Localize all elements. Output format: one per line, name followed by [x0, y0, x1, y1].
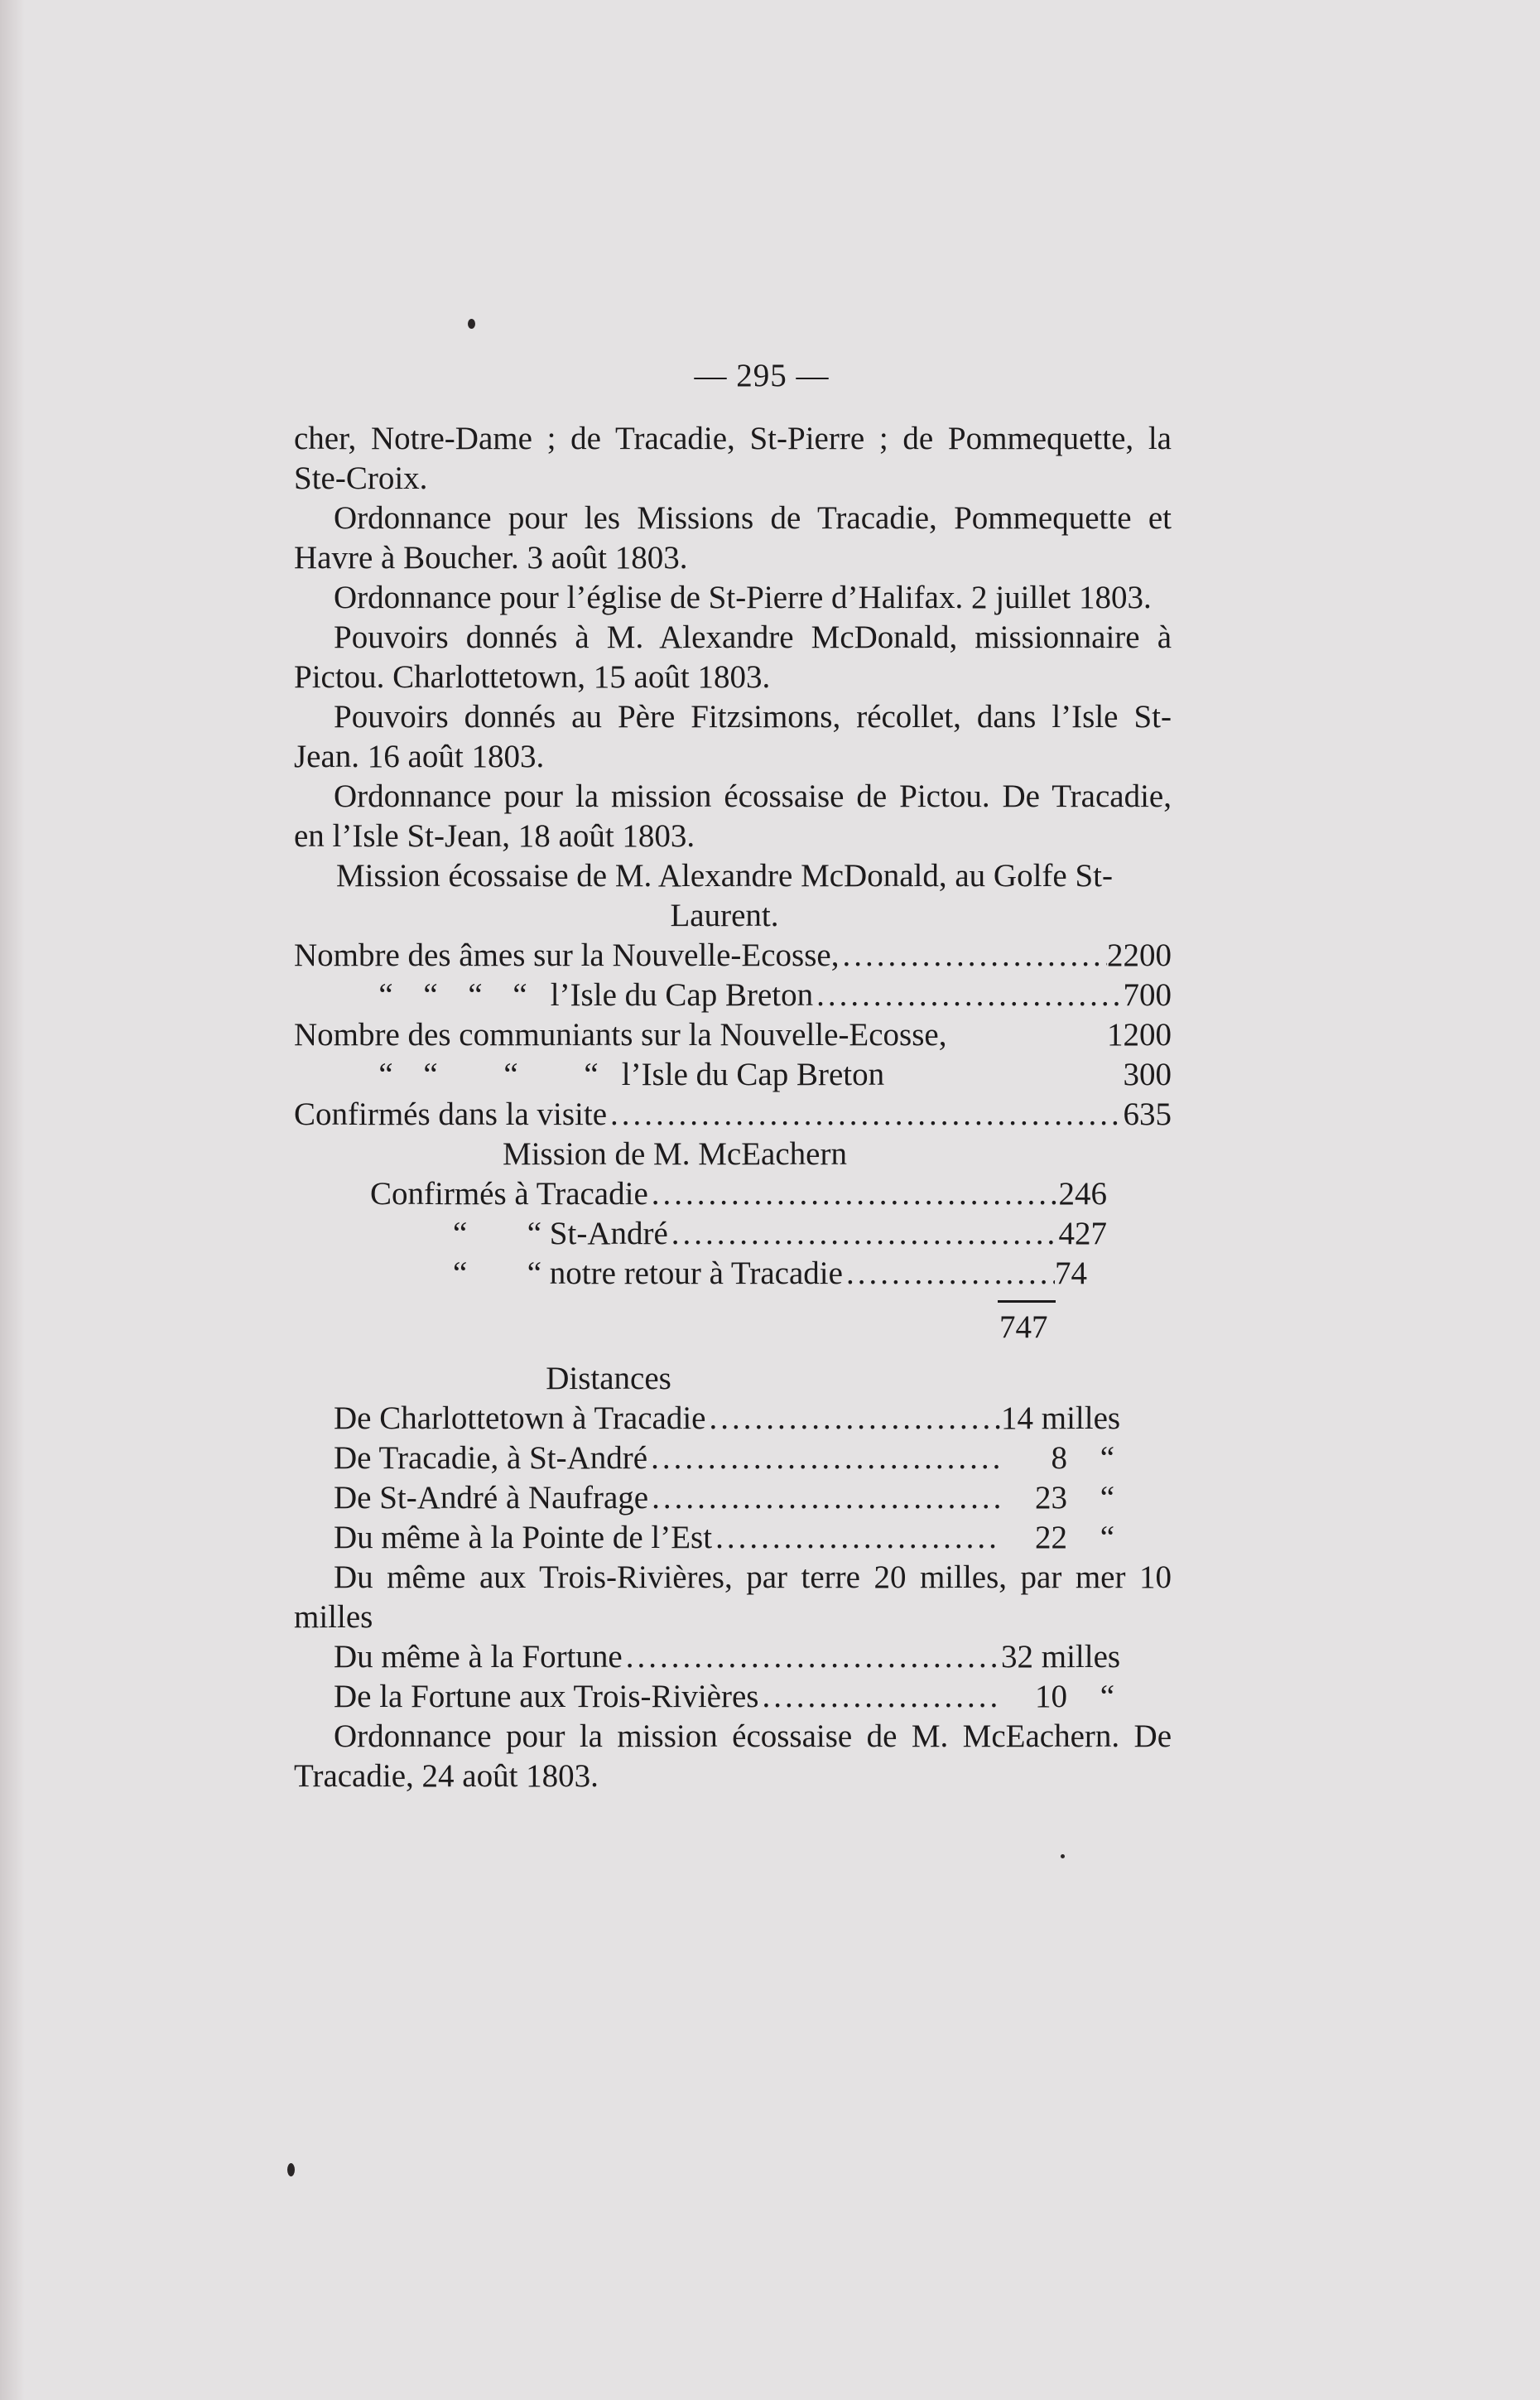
distance-unit: milles — [1041, 1639, 1121, 1675]
stat-value: 700 — [1123, 977, 1172, 1013]
stat-label — [363, 976, 813, 1015]
ditto-mark: “ — [423, 977, 438, 1013]
distance-row — [334, 1399, 1175, 1439]
distances-heading: Distances — [546, 1361, 671, 1396]
distance-value — [1001, 1439, 1175, 1478]
distance-label: Du même à la Fortune — [334, 1639, 623, 1675]
stat-label — [363, 1055, 884, 1095]
leader-dots — [647, 1439, 1001, 1478]
page-number: — 295 — — [694, 358, 830, 393]
stat-label-text: l’Isle du Cap Breton — [550, 977, 814, 1013]
distance-unit: “ — [1100, 1679, 1115, 1714]
stat-value: 300 — [1123, 1057, 1172, 1092]
confirmation-value: 427 — [1058, 1216, 1107, 1251]
leader-dots — [648, 1478, 1001, 1518]
ink-spot — [287, 2163, 295, 2176]
ditto-mark: “ — [468, 977, 483, 1013]
distance-value — [1001, 1637, 1175, 1677]
ditto-mark: “ — [584, 1057, 599, 1092]
leader-dots — [758, 1677, 1001, 1717]
distance-unit: “ — [1100, 1520, 1115, 1555]
confirmation-row — [370, 1174, 1107, 1214]
stat-row — [294, 1055, 1172, 1095]
distance-unit: “ — [1100, 1480, 1115, 1516]
distance-value — [1001, 1399, 1175, 1439]
ditto-mark: “ — [378, 1057, 393, 1092]
stat-row — [294, 936, 1172, 976]
stat-label: Nombre des âmes sur la Nouvelle-Ecosse, — [294, 937, 840, 973]
paragraph: Pouvoirs donnés au Père Fitzsimons, récollet, dans l’Isle St-Jean. 16 août 1803. — [294, 699, 1172, 774]
distance-number: 10 — [1035, 1679, 1067, 1714]
distance-note: Du même aux Trois-Rivières, par terre 20 milles, par mer 10 milles — [294, 1559, 1172, 1635]
confirmation-label — [453, 1214, 668, 1254]
ink-spot — [1061, 1854, 1065, 1858]
mission-heading: Mission de M. McEachern — [503, 1136, 847, 1172]
leader-dots — [839, 936, 1107, 976]
confirmation-label — [453, 1254, 843, 1294]
sum-rule — [998, 1300, 1056, 1303]
leader-dots — [648, 1174, 1059, 1214]
confirmation-label: Confirmés à Tracadie — [370, 1176, 648, 1212]
stat-row — [294, 1015, 1172, 1055]
book-spine-shadow — [0, 0, 25, 2400]
paragraph: Pouvoirs donnés à M. Alexandre McDonald, missionnaire à Pictou. Charlottetown, 15 août 1803. — [294, 619, 1172, 695]
paragraph: Ordonnance pour l’église de St-Pierre d’Halifax. 2 juillet 1803. — [334, 580, 1152, 615]
leader-dots — [705, 1399, 1001, 1439]
stat-value: 2200 — [1107, 937, 1172, 973]
distance-label: De Tracadie, à St-André — [334, 1440, 648, 1476]
stat-value: 1200 — [1107, 1017, 1172, 1053]
stat-row — [294, 976, 1172, 1015]
confirmation-row — [370, 1254, 1107, 1294]
ditto-mark: “ — [423, 1057, 438, 1092]
distance-number: 23 — [1035, 1480, 1067, 1516]
leader-dots — [813, 976, 1123, 1015]
stat-label: Nombre des communiants sur la Nouvelle-Ecosse, — [294, 1017, 947, 1053]
page-content — [294, 356, 1172, 1796]
confirmations-list — [294, 1174, 1107, 1294]
distance-number: 22 — [1035, 1520, 1067, 1555]
distance-row — [334, 1677, 1175, 1717]
leader-dots — [843, 1254, 1055, 1294]
distance-value — [1001, 1478, 1175, 1518]
distance-label: De Charlottetown à Tracadie — [334, 1400, 706, 1436]
confirmation-value: 246 — [1058, 1176, 1107, 1212]
ditto-mark: “ — [503, 1057, 518, 1092]
confirmations-total: 747 — [999, 1309, 1048, 1345]
distance-row — [334, 1518, 1175, 1558]
mission-heading: Mission écossaise de M. Alexandre McDonald, au Golfe St-Laurent. — [336, 858, 1113, 933]
leader-dots — [623, 1637, 1001, 1677]
distance-row — [334, 1637, 1175, 1677]
confirmation-label-text: “ St-André — [527, 1216, 668, 1251]
ditto-mark: “ — [378, 977, 393, 1013]
distance-number: 32 — [1001, 1639, 1033, 1675]
ditto-mark: “ — [513, 977, 527, 1013]
leader-dots — [607, 1095, 1123, 1135]
paragraph: Ordonnance pour la mission écossaise de Pictou. De Tracadie, en l’Isle St-Jean, 18 août 1803. — [294, 778, 1172, 854]
ditto-mark: “ — [453, 1216, 468, 1251]
confirmation-value: 74 — [1055, 1255, 1087, 1291]
distances-list — [294, 1399, 1175, 1558]
confirmation-label-text: “ notre retour à Tracadie — [527, 1255, 843, 1291]
distance-value — [1001, 1518, 1175, 1558]
distance-unit: “ — [1100, 1440, 1115, 1476]
distance-value — [1001, 1677, 1175, 1717]
paragraph: cher, Notre-Dame ; de Tracadie, St-Pierre ; de Pommequette, la Ste-Croix. — [294, 421, 1172, 496]
distance-label: De la Fortune aux Trois-Rivières — [334, 1679, 759, 1714]
ink-spot — [468, 319, 475, 329]
ditto-mark: “ — [453, 1255, 468, 1291]
stat-label: Confirmés dans la visite — [294, 1096, 608, 1132]
final-paragraph: Ordonnance pour la mission écossaise de M. McEachern. De Tracadie, 24 août 1803. — [294, 1718, 1172, 1794]
distance-row — [334, 1478, 1175, 1518]
distance-number: 8 — [1051, 1440, 1067, 1476]
distance-number: 14 — [1001, 1400, 1033, 1436]
distance-row — [334, 1439, 1175, 1478]
distance-label: Du même à la Pointe de l’Est — [334, 1520, 713, 1555]
distances-list-2 — [294, 1637, 1175, 1717]
distance-unit: milles — [1041, 1400, 1121, 1436]
leader-dots — [668, 1214, 1059, 1254]
leader-dots — [712, 1518, 1001, 1558]
distance-label: De St-André à Naufrage — [334, 1480, 649, 1516]
confirmation-row — [370, 1214, 1107, 1254]
stat-row — [294, 1095, 1172, 1135]
paragraph: Ordonnance pour les Missions de Tracadie, Pommequette et Havre à Boucher. 3 août 1803. — [294, 500, 1172, 576]
stat-value: 635 — [1123, 1096, 1172, 1132]
stat-label-text: l’Isle du Cap Breton — [621, 1057, 885, 1092]
